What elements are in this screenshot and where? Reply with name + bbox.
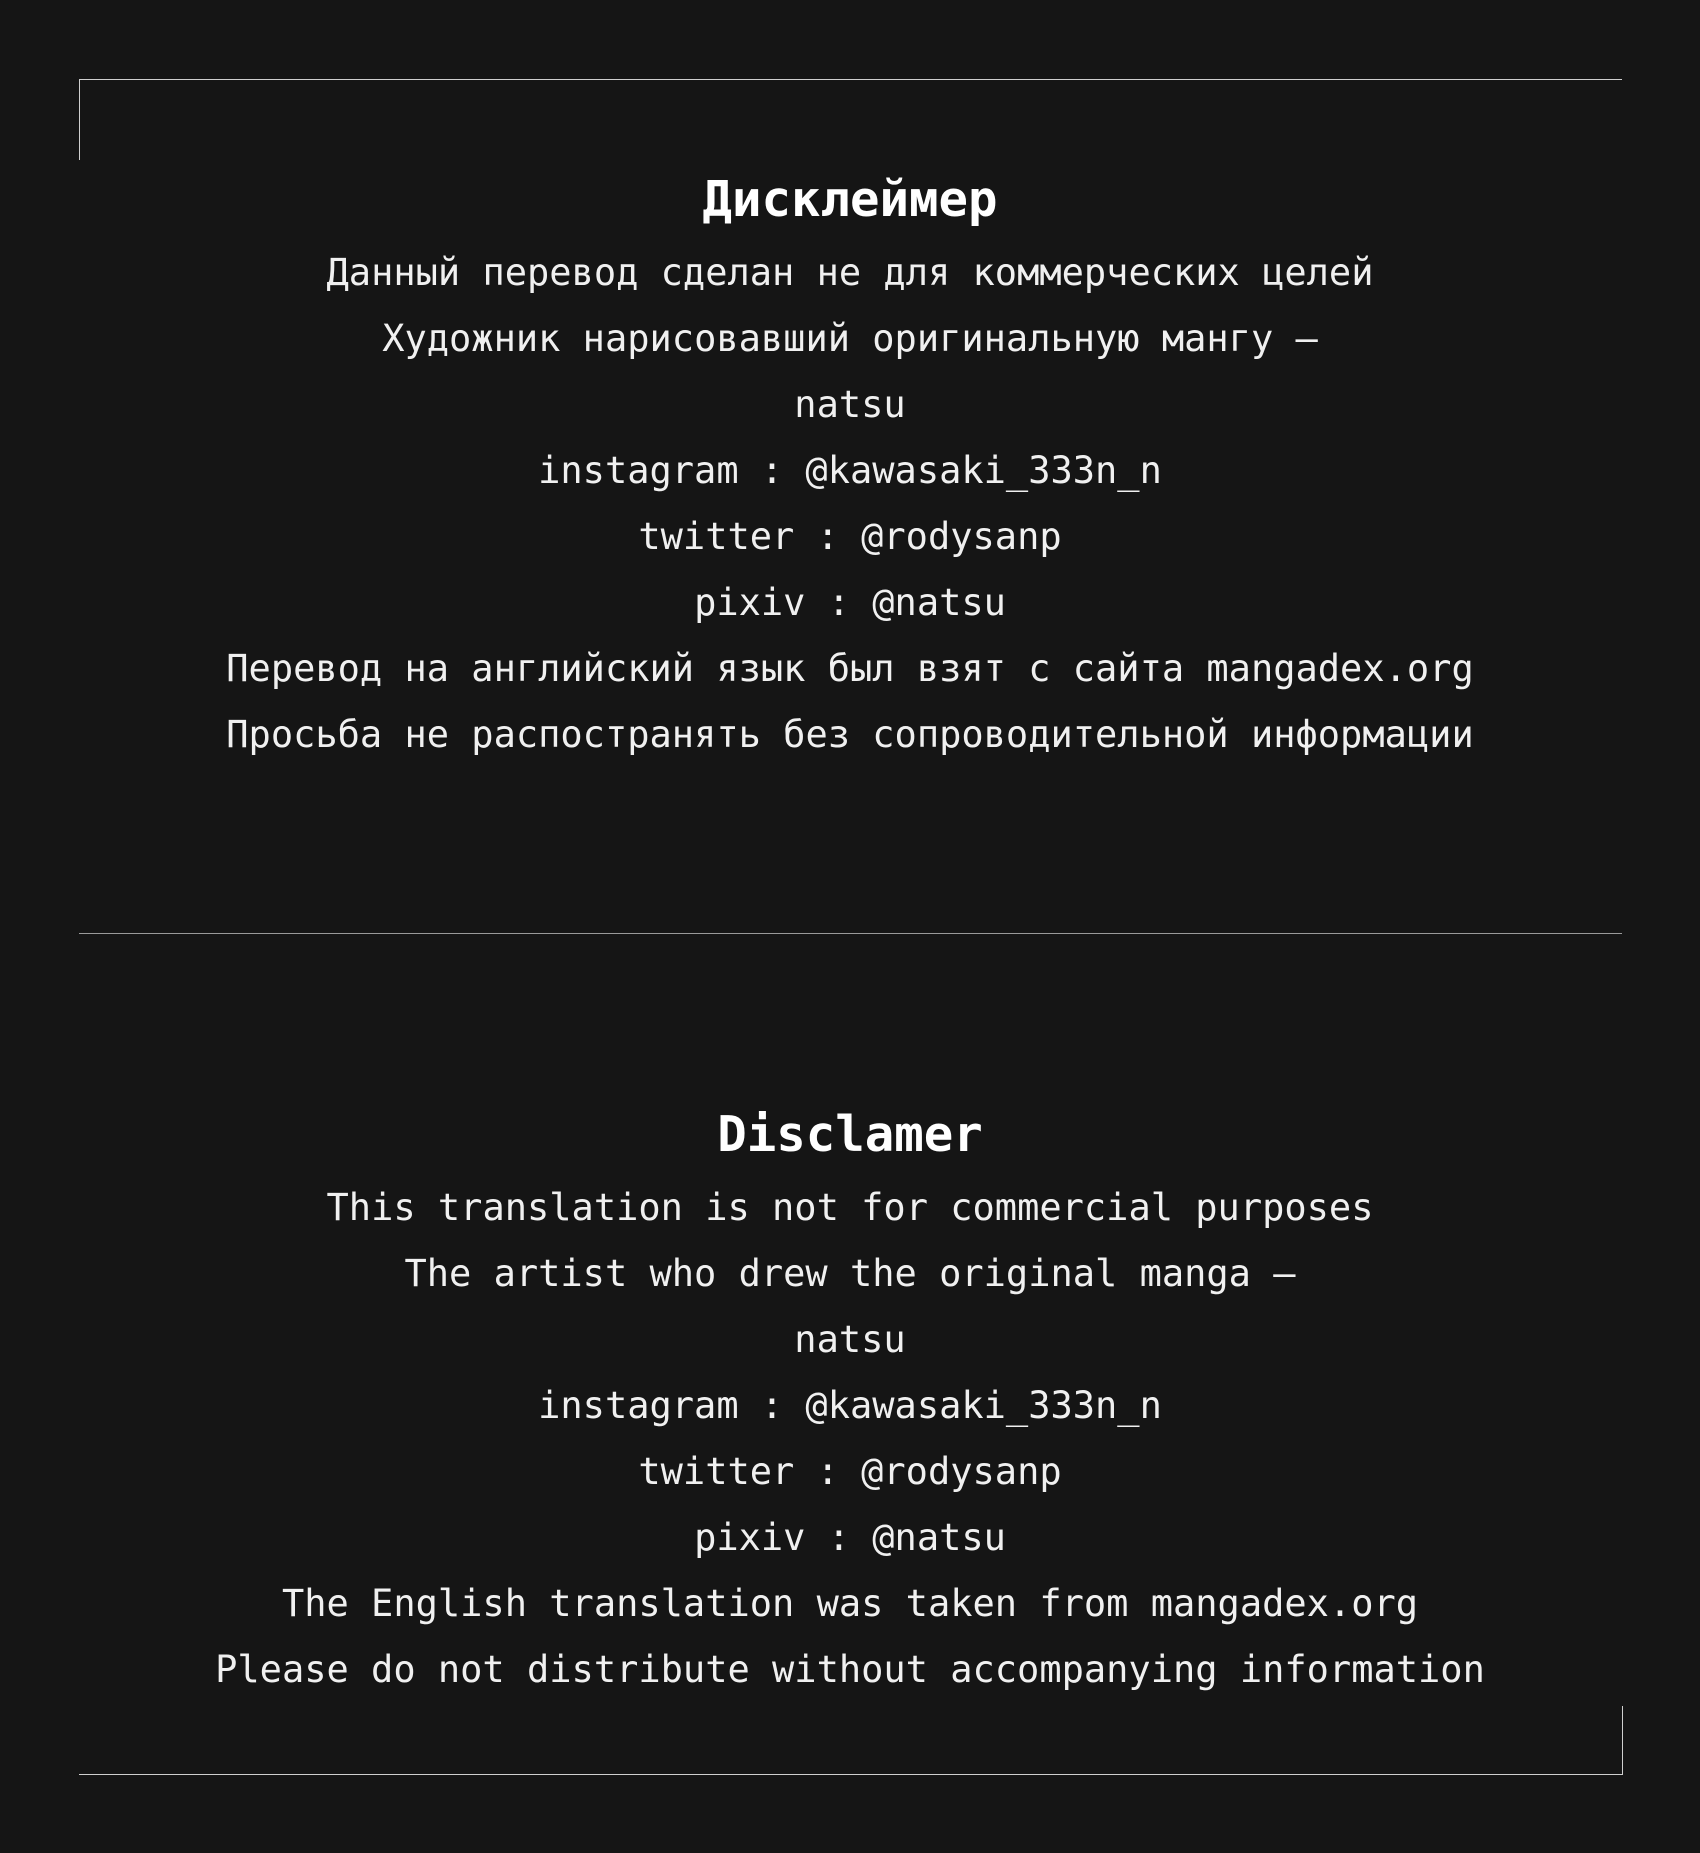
frame-bottom-line [79,1774,1622,1775]
frame-bottom-right-tick [1622,1706,1623,1775]
english-line-commercial: This translation is not for commercial purposes [326,1186,1374,1229]
english-line-instagram: instagram : @kawasaki_333n_n [538,1384,1162,1427]
russian-line-instagram: instagram : @kawasaki_333n_n [538,449,1162,492]
russian-line-distribution: Просьба не распостранять без сопроводительной информации [226,713,1474,756]
russian-line-commercial: Данный перевод сделан не для коммерческих целей [326,251,1374,294]
russian-line-pixiv: pixiv : @natsu [694,581,1006,624]
english-disclaimer-title: Disclamer [717,1106,983,1163]
russian-line-artist: Художник нарисовавший оригинальную мангу — [382,317,1318,360]
english-line-distribution: Please do not distribute without accompanying information [215,1648,1485,1691]
russian-disclaimer-title: Дисклеймер [702,171,998,228]
english-line-twitter: twitter : @rodysanp [638,1450,1062,1493]
section-divider [79,933,1622,934]
english-disclaimer-section [0,1105,1700,1703]
russian-disclaimer-section [0,170,1700,768]
english-line-artist-name: natsu [794,1318,906,1361]
frame-top-line [79,79,1622,80]
russian-line-source: Перевод на английский язык был взят с сайта mangadex.org [226,647,1474,690]
english-line-source: The English translation was taken from mangadex.org [281,1582,1419,1625]
english-line-artist: The artist who drew the original manga — [404,1252,1296,1295]
frame-top-left-tick [79,79,80,160]
english-line-pixiv: pixiv : @natsu [694,1516,1006,1559]
russian-line-artist-name: natsu [794,383,906,426]
russian-line-twitter: twitter : @rodysanp [638,515,1062,558]
